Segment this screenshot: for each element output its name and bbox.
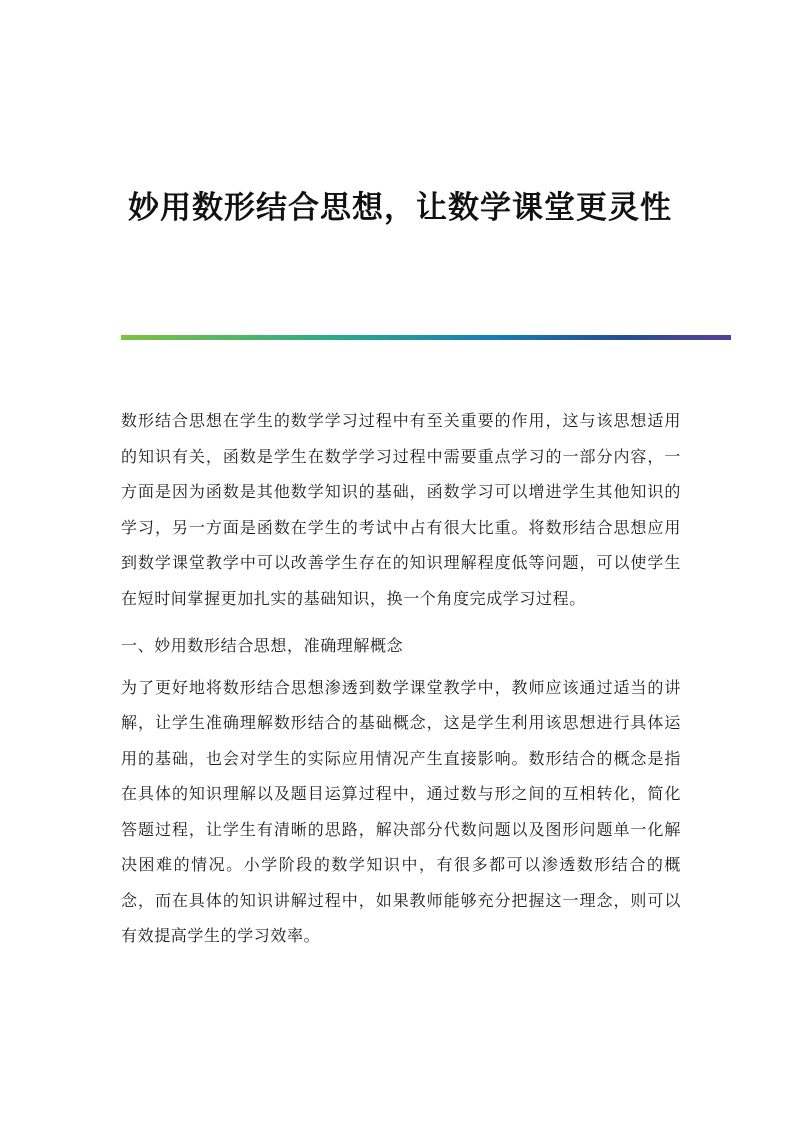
intro-paragraph: 数形结合思想在学生的数学学习过程中有至关重要的作用，这与该思想适用的知识有关，函数是学生在数学学习过程中需要重点学习的一部分内容，一方面是因为函数是其他数学知识的基础，函数学习可以增进学生其他知识的学习，另一方面是函数在学生的考试中占有很大比重。将数形结合思想应用到数学课堂教学中可以改善学生存在的知识理解程度低等问题，可以使学生在短时间掌握更加扎实的基础知识，换一个角度完成学习过程。 — [121, 411, 681, 608]
title-divider — [121, 335, 731, 340]
section-paragraph: 为了更好地将数形结合思想渗透到数学课堂教学中，教师应该通过适当的讲解，让学生准确理解数形结合的基础概念，这是学生利用该思想进行具体运用的基础，也会对学生的实际应用情况产生直接影响。数形结合的概念是指在具体的知识理解以及题目运算过程中，通过数与形之间的互相转化，简化答题过程，让学生有清晰的思路，解决部分代数问题以及图形问题单一化解决困难的情况。小学阶段的数学知识中，有很多都可以渗透数形结合的概念，而在具体的知识讲解过程中，如果教师能够充分把握这一理念，则可以有效提高学生的学习效率。 — [121, 677, 681, 945]
document-body — [121, 403, 681, 954]
section-heading: 一、妙用数形结合思想，准确理解概念 — [121, 636, 404, 655]
document-title: 妙用数形结合思想，让数学课堂更灵性 — [128, 190, 672, 226]
